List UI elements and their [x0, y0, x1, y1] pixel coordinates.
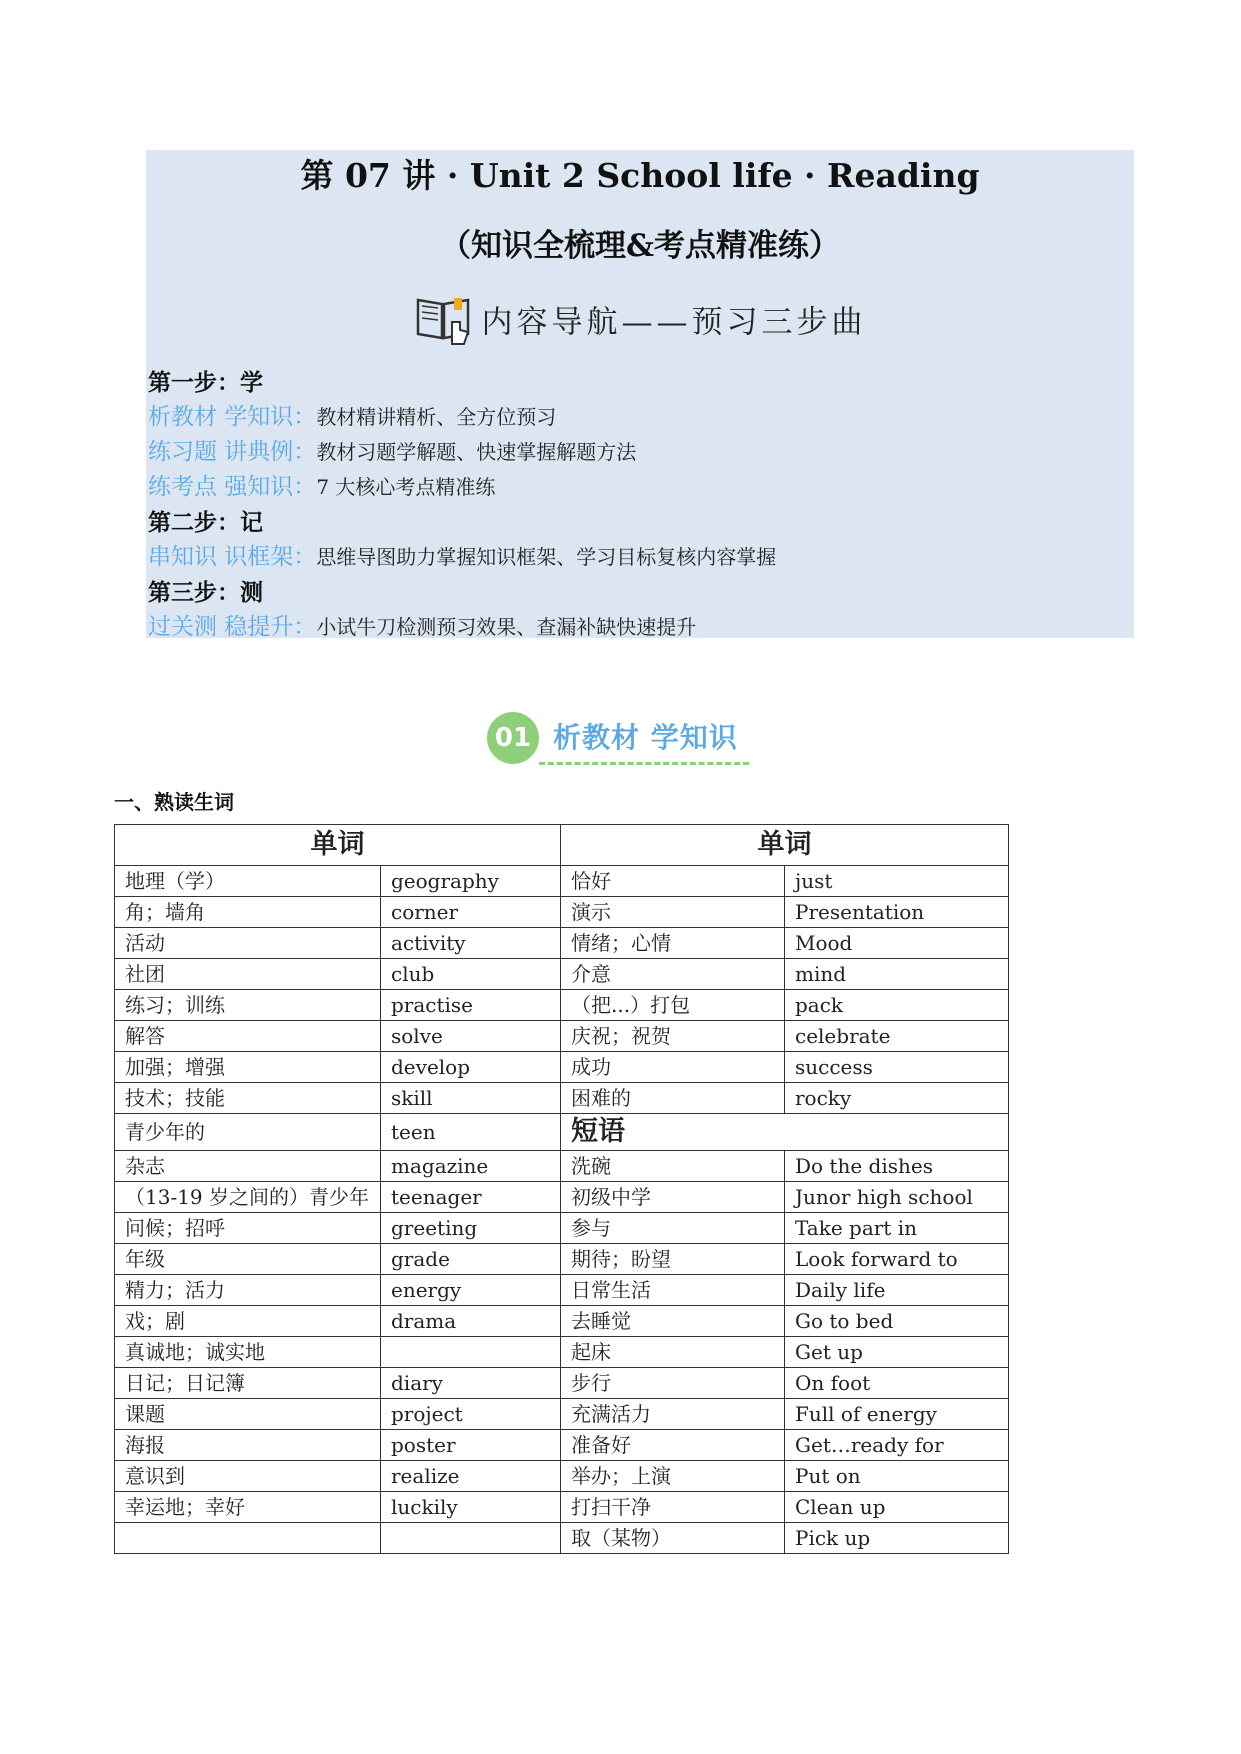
chinese-phrase-cell: 参与 [561, 1213, 785, 1244]
study-steps [148, 365, 776, 645]
chinese-meaning-cell: 成功 [561, 1052, 785, 1083]
step-heading [148, 505, 776, 540]
chinese-meaning-cell: 加强；增强 [115, 1052, 381, 1083]
chinese-phrase-cell: 充满活力 [561, 1399, 785, 1430]
english-phrase-cell: Pick up [785, 1523, 1009, 1554]
table-row [115, 1244, 1009, 1275]
english-phrase-cell: Clean up [785, 1492, 1009, 1523]
table-row [115, 1083, 1009, 1114]
chinese-meaning-cell: 练习；训练 [115, 990, 381, 1021]
column-header: 单词 [561, 825, 1009, 866]
nav-title-text: 内容导航——预习三步曲 [481, 304, 867, 341]
chinese-phrase-cell: 准备好 [561, 1430, 785, 1461]
table-row [115, 928, 1009, 959]
step-item [148, 610, 776, 645]
vocabulary-table [114, 824, 1009, 1554]
chinese-meaning-cell: 杂志 [115, 1151, 381, 1182]
english-word-cell [381, 1337, 561, 1368]
table-row [115, 1399, 1009, 1430]
section-label: 析教材 学知识 [553, 721, 738, 754]
chinese-meaning-cell: （把...）打包 [561, 990, 785, 1021]
english-word-cell: success [785, 1052, 1009, 1083]
step-item [148, 540, 776, 575]
step-heading [148, 575, 776, 610]
english-word-cell: Presentation [785, 897, 1009, 928]
chinese-meaning-cell: （13-19 岁之间的）青少年 [115, 1182, 381, 1213]
english-word-cell: grade [381, 1244, 561, 1275]
phrases-header: 短语 [561, 1114, 1009, 1151]
chinese-meaning-cell: 地理（学） [115, 866, 381, 897]
english-word-cell: magazine [381, 1151, 561, 1182]
step-heading-text: 第二步：记 [148, 509, 263, 536]
english-phrase-cell: Junor high school [785, 1182, 1009, 1213]
chinese-meaning-cell: 幸运地；幸好 [115, 1492, 381, 1523]
chinese-meaning-cell: 海报 [115, 1430, 381, 1461]
english-word-cell: just [785, 866, 1009, 897]
step-item [148, 470, 776, 505]
english-word-cell: solve [381, 1021, 561, 1052]
subsection-title: 一、熟读生词 [114, 790, 234, 814]
english-phrase-cell: Put on [785, 1461, 1009, 1492]
table-header-row [115, 825, 1009, 866]
table-row [115, 1275, 1009, 1306]
english-word-cell: energy [381, 1275, 561, 1306]
english-phrase-cell: Look forward to [785, 1244, 1009, 1275]
table-row [115, 1021, 1009, 1052]
step-key: 析教材 学知识： [148, 404, 317, 430]
chinese-meaning-cell: 活动 [115, 928, 381, 959]
english-phrase-cell: On foot [785, 1368, 1009, 1399]
chinese-meaning-cell: 意识到 [115, 1461, 381, 1492]
lesson-title: 第 07 讲 · Unit 2 School life · Reading [300, 156, 980, 195]
chinese-phrase-cell: 洗碗 [561, 1151, 785, 1182]
chinese-phrase-cell: 初级中学 [561, 1182, 785, 1213]
table-row [115, 1430, 1009, 1461]
chinese-meaning-cell: 社团 [115, 959, 381, 990]
chinese-meaning-cell: 介意 [561, 959, 785, 990]
chinese-meaning-cell: 演示 [561, 897, 785, 928]
table-row [115, 1368, 1009, 1399]
chinese-meaning-cell: 真诚地；诚实地 [115, 1337, 381, 1368]
chinese-meaning-cell: 课题 [115, 1399, 381, 1430]
english-phrase-cell: Full of energy [785, 1399, 1009, 1430]
chinese-phrase-cell: 举办；上演 [561, 1461, 785, 1492]
step-description: 思维导图助力掌握知识框架、学习目标复核内容掌握 [316, 545, 777, 569]
english-phrase-cell: Daily life [785, 1275, 1009, 1306]
english-word-cell: teen [381, 1114, 561, 1151]
chinese-meaning-cell: 庆祝；祝贺 [561, 1021, 785, 1052]
step-description: 小试牛刀检测预习效果、查漏补缺快速提升 [316, 615, 697, 639]
table-row [115, 1461, 1009, 1492]
english-phrase-cell: Go to bed [785, 1306, 1009, 1337]
table-row [115, 1151, 1009, 1182]
chinese-phrase-cell: 取（某物） [561, 1523, 785, 1554]
english-word-cell: greeting [381, 1213, 561, 1244]
chinese-meaning-cell: 精力；活力 [115, 1275, 381, 1306]
table-row [115, 1306, 1009, 1337]
step-key: 练考点 强知识： [148, 474, 317, 500]
table-row [115, 990, 1009, 1021]
english-phrase-cell: Take part in [785, 1213, 1009, 1244]
book-pointer-icon [414, 292, 476, 356]
english-word-cell: diary [381, 1368, 561, 1399]
chinese-phrase-cell: 步行 [561, 1368, 785, 1399]
english-word-cell: club [381, 959, 561, 990]
chinese-phrase-cell: 打扫干净 [561, 1492, 785, 1523]
chinese-phrase-cell: 去睡觉 [561, 1306, 785, 1337]
content-navigation-title [146, 292, 1134, 356]
english-word-cell: Mood [785, 928, 1009, 959]
english-word-cell: mind [785, 959, 1009, 990]
english-word-cell: practise [381, 990, 561, 1021]
column-header: 单词 [115, 825, 561, 866]
table-row [115, 897, 1009, 928]
section-badge [487, 712, 757, 768]
table-row [115, 1114, 1009, 1151]
table-row [115, 1492, 1009, 1523]
chinese-meaning-cell [115, 1523, 381, 1554]
step-heading-text: 第三步：测 [148, 579, 263, 606]
english-word-cell: develop [381, 1052, 561, 1083]
chinese-meaning-cell: 情绪；心情 [561, 928, 785, 959]
english-phrase-cell: Do the dishes [785, 1151, 1009, 1182]
table-row [115, 1523, 1009, 1554]
step-description: 教材精讲精析、全方位预习 [316, 405, 557, 429]
chinese-phrase-cell: 起床 [561, 1337, 785, 1368]
chinese-phrase-cell: 日常生活 [561, 1275, 785, 1306]
english-phrase-cell: Get…ready for [785, 1430, 1009, 1461]
english-phrase-cell: Get up [785, 1337, 1009, 1368]
english-word-cell: drama [381, 1306, 561, 1337]
chinese-meaning-cell: 青少年的 [115, 1114, 381, 1151]
step-description: 7 大核心考点精准练 [316, 475, 496, 499]
english-word-cell: poster [381, 1430, 561, 1461]
chinese-meaning-cell: 恰好 [561, 866, 785, 897]
table-row [115, 1213, 1009, 1244]
english-word-cell: corner [381, 897, 561, 928]
table-row [115, 1052, 1009, 1083]
chinese-meaning-cell: 困难的 [561, 1083, 785, 1114]
step-key: 练习题 讲典例： [148, 439, 317, 465]
chinese-meaning-cell: 技术；技能 [115, 1083, 381, 1114]
english-word-cell: skill [381, 1083, 561, 1114]
chinese-meaning-cell: 问候；招呼 [115, 1213, 381, 1244]
lesson-subtitle: （知识全梳理&考点精准练） [440, 228, 840, 264]
chinese-meaning-cell: 戏；剧 [115, 1306, 381, 1337]
chinese-meaning-cell: 角；墙角 [115, 897, 381, 928]
chinese-meaning-cell: 解答 [115, 1021, 381, 1052]
english-word-cell: realize [381, 1461, 561, 1492]
section-number: 01 [487, 712, 539, 764]
table-row [115, 866, 1009, 897]
english-word-cell: luckily [381, 1492, 561, 1523]
table-row [115, 1182, 1009, 1213]
step-heading [148, 365, 776, 400]
english-word-cell: geography [381, 866, 561, 897]
table-row [115, 1337, 1009, 1368]
english-word-cell: rocky [785, 1083, 1009, 1114]
chinese-phrase-cell: 期待；盼望 [561, 1244, 785, 1275]
chinese-meaning-cell: 年级 [115, 1244, 381, 1275]
english-word-cell: project [381, 1399, 561, 1430]
section-underline [539, 762, 749, 765]
step-description: 教材习题学解题、快速掌握解题方法 [316, 440, 637, 464]
step-item [148, 435, 776, 470]
step-item [148, 400, 776, 435]
step-key: 串知识 识框架： [148, 544, 317, 570]
chinese-meaning-cell: 日记；日记簿 [115, 1368, 381, 1399]
english-word-cell: activity [381, 928, 561, 959]
english-word-cell: pack [785, 990, 1009, 1021]
english-word-cell [381, 1523, 561, 1554]
table-row [115, 959, 1009, 990]
step-heading-text: 第一步：学 [148, 369, 263, 396]
english-word-cell: celebrate [785, 1021, 1009, 1052]
english-word-cell: teenager [381, 1182, 561, 1213]
step-key: 过关测 稳提升： [148, 614, 317, 640]
